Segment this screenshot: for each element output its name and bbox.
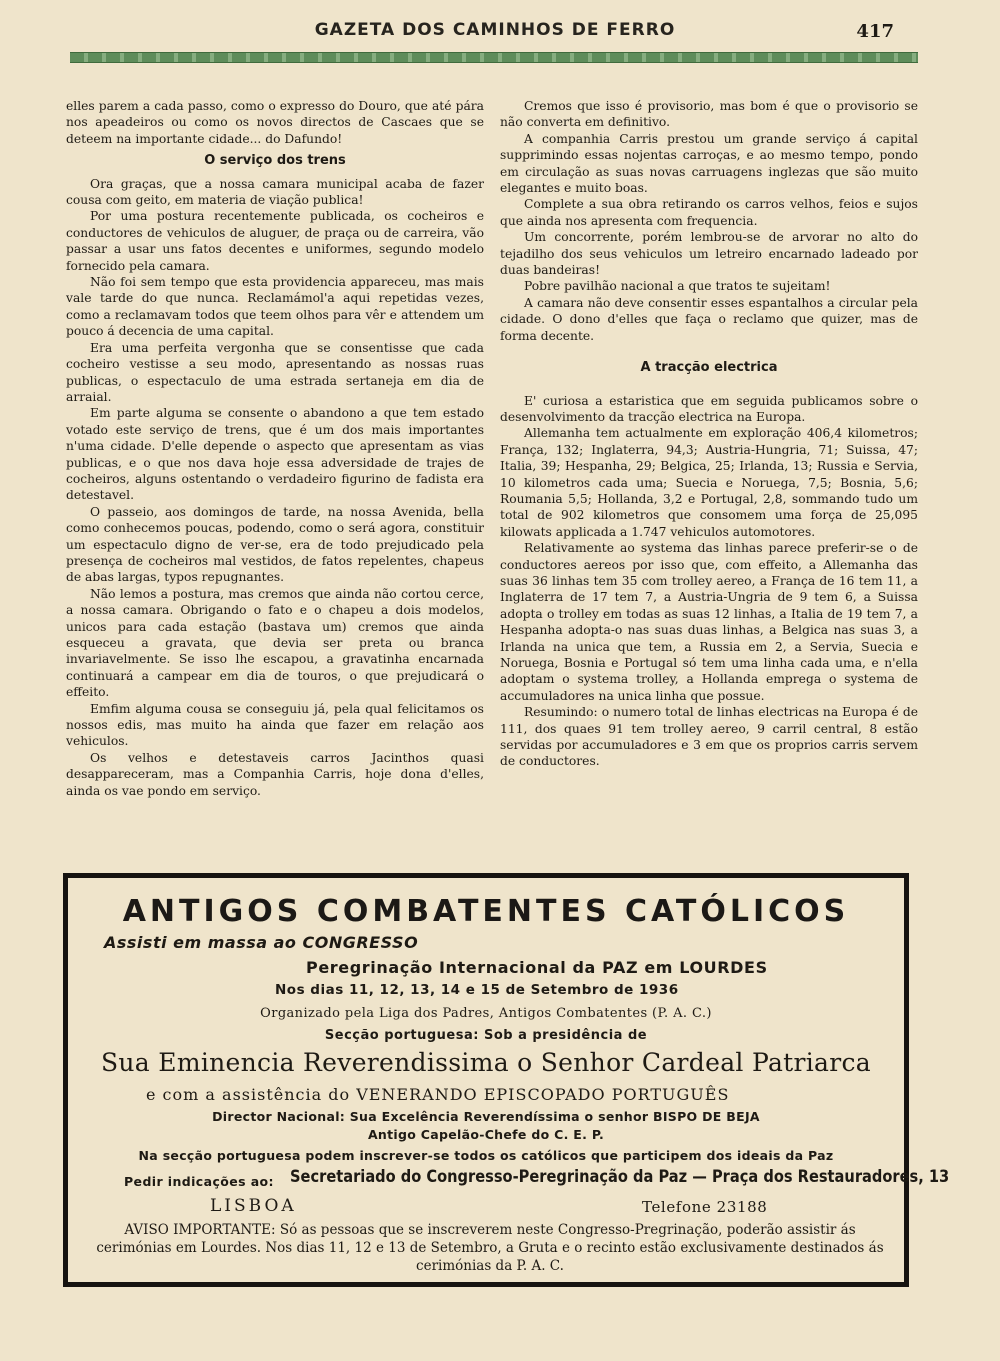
paragraph: Allemanha tem actualmente em exploração 406,4 kilometros; França, 132; Inglaterra, 94,3; Austria-Hungria, 71; Suissa, 47; Italia, 39; Hespanha, 29; Belgica, 25; Irlanda, 13; Russia e Servia, 10 kilometros cada uma; Suecia e Noruega, 7,5; Bosnia, 5,6; Roumania 5,5; Hollanda, 3,2 e Portugal, 2,8, sommando tudo um total de 902 kilometros que consomem uma força de 25,095 kilowats applicada a 1.747 vehiculos automotores. <box>500 426 918 539</box>
paragraph: Cremos que isso é provisorio, mas bom é que o provisorio se não converta em definitivo. <box>500 99 918 130</box>
paragraph: A camara não deve consentir esses espantalhos a circular pela cidade. O dono d'elles que faça o reclamo que quizer, mas de forma decente. <box>500 295 918 343</box>
header-rule <box>70 52 918 63</box>
ad-cardinal-line: Sua Eminencia Reverendissima o Senhor Cardeal Patriarca <box>100 1048 872 1077</box>
paragraph: O passeio, aos domingos de tarde, na nossa Avenida, bella como conhecemos poucas, podendo, como o será agora, constituir um espectaculo digno de ver-se, era de todo prejudicado pela presença de cocheiros mal vestidos, de fatos repelentes, chapeus de abas largas, typos repugnantes. <box>66 504 484 585</box>
advertisement-box <box>63 873 950 1287</box>
ad-dates: Nos dias 11, 12, 13, 14 e 15 de Setembro de 1936 <box>275 982 679 998</box>
paragraph: Complete a sua obra retirando os carros velhos, feios e sujos que ainda nos apresenta com frequencia. <box>500 197 918 228</box>
ad-section-line: Secção portuguesa: Sob a presidência de <box>324 1028 648 1043</box>
paragraph: Era uma perfeita vergonha que se consentisse que cada cocheiro vestisse a seu modo, apresentando as nossas ruas publicas, o espectaculo de uma estrada sertaneja em dia de arraial. <box>66 340 484 404</box>
ad-enrol-line: Na secção portuguesa podem inscrever-se todos os católicos que participem dos ideais da Paz <box>138 1148 834 1163</box>
paragraph: elles parem a cada passo, como o expresso do Douro, que até pára nos apeadeiros ou como os novos directos de Cascaes que se deteem na importante cidade... do Dafundo! <box>66 99 484 146</box>
ad-city: LISBOA <box>210 1196 297 1216</box>
ad-assisti: Assisti em massa ao CONGRESSO <box>104 933 419 952</box>
paragraph: Não lemos a postura, mas cremos que ainda não cortou cerce, a nossa camara. Obrigando o fato e o chapeu a dois modelos, unicos para cada estação (bastava um) cremos que ainda esqueceu a gravata, que devia ser preta ou branca invariavelmente. Se isso lhe escapou, a gravatinha encarnada continuará a campear em dia de touros, o que prejudicará o effeito. <box>66 586 484 700</box>
section-heading-servico-trens: O serviço dos trens <box>204 153 346 169</box>
left-column <box>66 98 484 799</box>
ad-director-line: Director Nacional: Sua Excelência Reverendíssima o senhor BISPO DE BEJA <box>212 1109 760 1124</box>
paragraph: Relativamente ao systema das linhas parece preferir-se o de conductores aereos por isso que, com effeito, a Allemanha das suas 36 linhas tem 35 com trolley aereo, a França de 16 tem 11, a Inglaterra de 17 tem 7, a Austria-Ungria de 9 tem 6, a Suissa adopta o trolley em todas as suas 12 linhas, a Italia de 19 tem 7, a Hespanha adopta-o nas suas duas linhas, a Belgica nas suas 3, a Irlanda na unica que tem, a Russia em 2, a Servia, Suecia e Noruega, Bosnia e Portugal só tem uma linha cada uma, e n'ella adoptam o systema trolley, a Hollanda emprega o systema de accumuladores na unica linha que possue. <box>500 541 918 703</box>
journal-title: GAZETA DOS CAMINHOS DE FERRO <box>314 20 676 40</box>
ad-peregrinacao: Peregrinação Internacional da PAZ em LOURDES <box>306 958 768 977</box>
paragraph: Um concorrente, porém lembrou-se de arvorar no alto do tejadilho dos seus vehiculos um letreiro encarnado ladeado por duas bandeiras! <box>500 230 918 278</box>
paragraph: Pobre pavilhão nacional a que tratos te sujeitam! <box>524 279 831 294</box>
ad-organizer: Organizado pela Liga dos Padres, Antigos Combatentes (P. A. C.) <box>260 1006 712 1021</box>
page-number: 417 <box>856 21 894 42</box>
paragraph: E' curiosa a estaristica que em seguida publicamos sobre o desenvolvimento da tracção electrica na Europa. <box>500 393 918 424</box>
ad-title: ANTIGOS COMBATENTES CATÓLICOS <box>122 894 850 929</box>
paragraph: Os velhos e detestaveis carros Jacinthos quasi desappareceram, mas a Companhia Carris, hoje dona d'elles, ainda os vae pondo em serviço. <box>66 750 484 798</box>
ad-important-notice: AVISO IMPORTANTE: Só as pessoas que se inscreverem neste Congresso-Pregrinação, poderão assistir ás cerimónias em Lourdes. Nos dias 11, 12 e 13 de Setembro, a Gruta e o recinto estão exclusivamente destinados ás cerimónias da P. A. C. <box>96 1222 884 1274</box>
ad-secretariat-address: Secretariado do Congresso-Peregrinação da Paz — Praça dos Restauradores, 13 <box>290 1167 950 1187</box>
paragraph: Não foi sem tempo que esta providencia appareceu, mas mais vale tarde do que nunca. Reclamámol'a aqui repetidas vezes, como a reclamavam todos que teem olhos para vêr e attendem um pouco á decencia de uma capital. <box>66 275 484 339</box>
ad-episcopado-line: e com a assistência do VENERANDO EPISCOPADO PORTUGUÊS <box>146 1085 730 1104</box>
ad-telephone: Telefone 23188 <box>642 1198 768 1216</box>
ad-inquiries-label: Pedir indicações ao: <box>124 1174 274 1189</box>
right-column <box>500 98 918 770</box>
ad-chaplain-line: Antigo Capelão-Chefe do C. E. P. <box>367 1127 605 1142</box>
paragraph: Resumindo: o numero total de linhas electricas na Europa é de 111, dos quaes 91 tem trolley aereo, 9 carril central, 8 estão servidas por accumuladores e 3 em que os proprios carris servem de conductores. <box>500 705 918 769</box>
paragraph: Emfim alguma cousa se conseguiu já, pela qual felicitamos os nossos edis, mas muito ha ainda que fazer em relação aos vehiculos. <box>66 701 484 749</box>
paragraph: Por uma postura recentemente publicada, os cocheiros e conductores de vehiculos de aluguer, de praça ou de carreira, vão passar a usar uns fatos decentes e uniformes, segundo modelo fornecido pela camara. <box>66 209 484 273</box>
section-heading-traccao-electrica: A tracção electrica <box>640 360 778 376</box>
paragraph: A companhia Carris prestou um grande serviço á capital supprimindo essas nojentas carroças, e ao mesmo tempo, pondo em circulação as suas novas carruagens inglezas que são muito elegantes e muito boas. <box>500 131 918 196</box>
page-header <box>70 18 920 48</box>
paragraph: Em parte alguma se consente o abandono a que tem estado votado este serviço de trens, que é um dos mais importantes n'uma cidade. D'elle depende o aspecto que apresentam as vias publicas, e o que nos dava hoje essa adversidade de trajes de cocheiros, alguns ostentando o verdadeiro figurino de fadista era detestavel. <box>66 406 484 503</box>
paragraph: Ora graças, que a nossa camara municipal acaba de fazer cousa com geito, em materia de viação publica! <box>66 176 484 208</box>
